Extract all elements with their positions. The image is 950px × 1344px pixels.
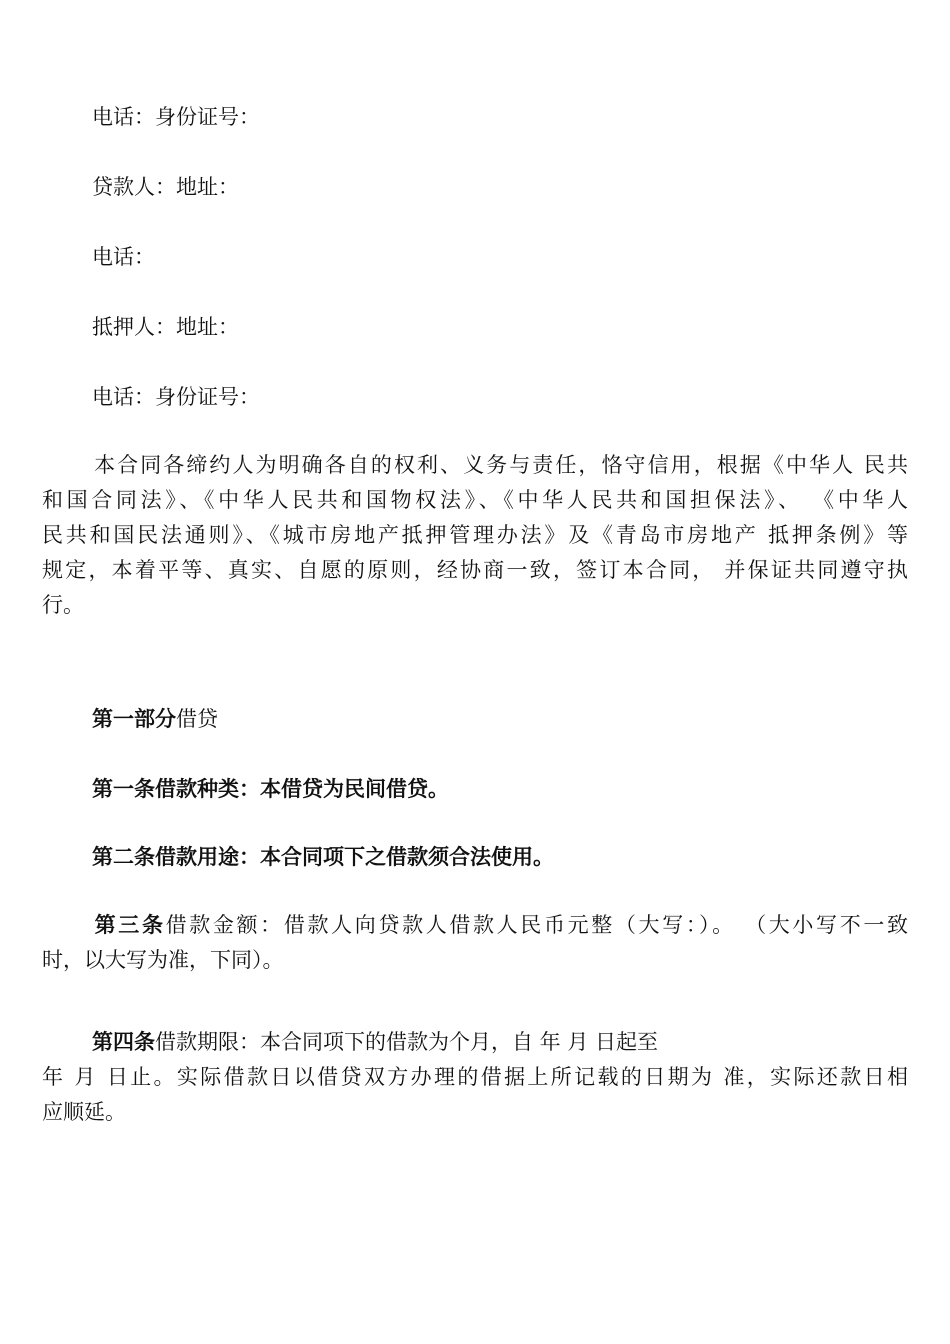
lender-phone-line: 电话： — [92, 245, 155, 269]
borrower-phone-id-line: 电话：身份证号： — [92, 105, 260, 129]
article-three — [42, 907, 908, 978]
part-one-heading — [92, 705, 218, 733]
preamble-paragraph — [42, 448, 908, 623]
article-four-line-3: 应顺延。 — [42, 1100, 126, 1124]
part-one-title: 借贷 — [176, 707, 218, 731]
article-two: 第二条借款用途：本合同项下之借款须合法使用。 — [92, 844, 554, 869]
lender-address-line: 贷款人：地址： — [92, 175, 239, 199]
mortgagor-phone-id-line: 电话：身份证号： — [92, 385, 260, 409]
article-three-label: 第三条 — [92, 912, 166, 937]
article-three-line-1: 第三条借款金额：借款人向贷款人借款人民币元整（大写：）。 （大小写不一致 — [92, 912, 908, 937]
preamble-line-4: 规定，本着平等、真实、自愿的原则，经协商一致，签订本合同， 并保证共同遵守执 — [42, 558, 908, 582]
article-one: 第一条借款种类：本借贷为民间借贷。 — [92, 776, 449, 801]
mortgagor-address-line: 抵押人：地址： — [92, 315, 239, 339]
article-four-label: 第四条 — [92, 1029, 155, 1054]
preamble-line-5: 行。 — [42, 593, 84, 617]
article-four-line-1: 第四条借款期限：本合同项下的借款为个月，自 年 月 日起至 — [92, 1029, 659, 1054]
article-four — [42, 1024, 908, 1130]
article-four-line-2: 年 月 日止。实际借款日以借贷双方办理的借据上所记载的日期为 准，实际还款日相 — [42, 1065, 908, 1089]
preamble-line-1: 本合同各缔约人为明确各自的权利、义务与责任，恪守信用，根据《中华人 民共 — [92, 453, 908, 477]
preamble-line-3: 民共和国民法通则》、《城市房地产抵押管理办法》及《青岛市房地产 抵押条例》等 — [42, 523, 908, 547]
article-three-line-2: 时，以大写为准，下同）。 — [42, 948, 284, 972]
part-one-label: 第一部分 — [92, 706, 176, 731]
preamble-line-2: 和国合同法》、《中华人民共和国物权法》、《中华人民共和国担保法》、 《中华人 — [42, 488, 908, 512]
